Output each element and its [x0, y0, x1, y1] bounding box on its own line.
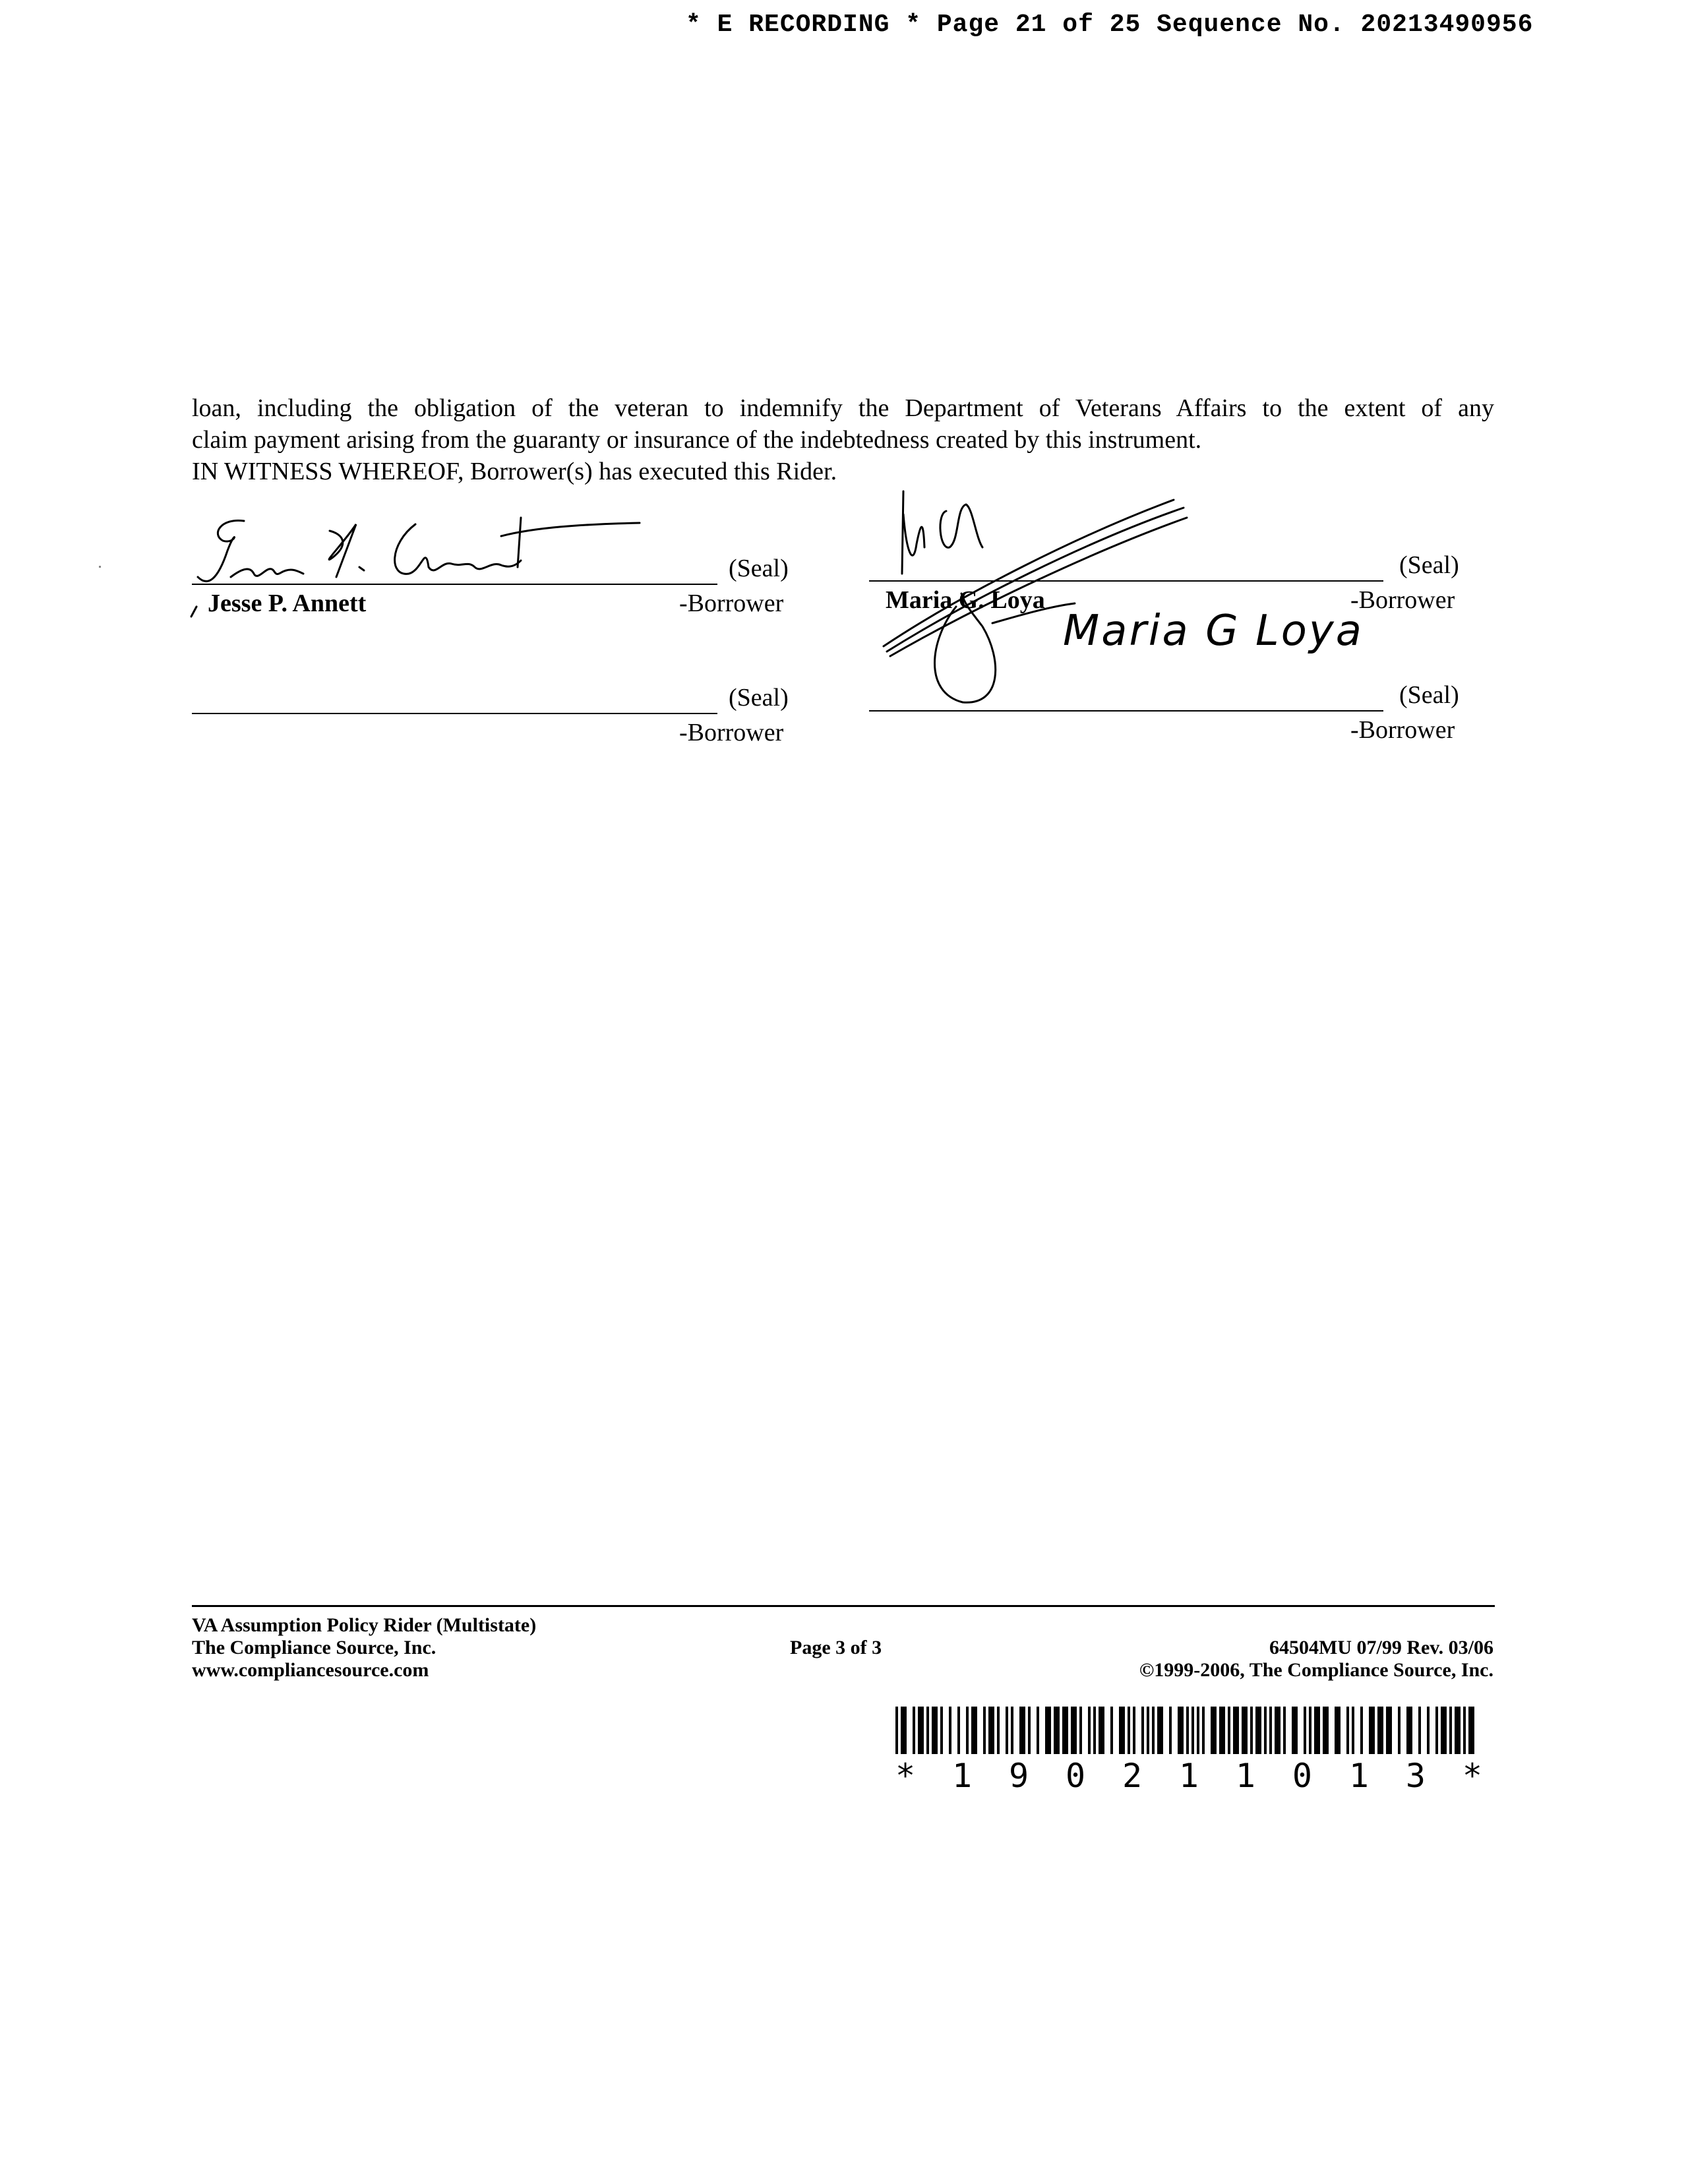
barcode-bar — [1028, 1707, 1031, 1754]
barcode-bar — [1006, 1707, 1008, 1754]
barcode-bar — [1398, 1707, 1401, 1754]
barcode-bar — [1242, 1707, 1248, 1754]
barcode-bar — [1352, 1707, 1354, 1754]
barcode-bar — [1152, 1707, 1155, 1754]
footer-form-number: 64504MU 07/99 Rev. 03/06 — [1269, 1637, 1493, 1658]
barcode-bar — [1169, 1707, 1172, 1754]
barcode-bar — [1427, 1707, 1430, 1754]
barcode-bar — [1202, 1707, 1205, 1754]
barcode-bar — [932, 1707, 938, 1754]
barcode-bar — [1019, 1707, 1025, 1754]
barcode-char: 0 — [1292, 1757, 1312, 1795]
barcode-char: 1 — [1178, 1757, 1199, 1795]
barcode-bar — [1088, 1707, 1091, 1754]
barcode-bar — [1406, 1707, 1412, 1754]
barcode-char: 9 — [1008, 1757, 1029, 1795]
barcode-bar — [1455, 1707, 1461, 1754]
barcode-bar — [1255, 1707, 1261, 1754]
barcode-bar — [1062, 1707, 1068, 1754]
barcode-bar — [1037, 1707, 1039, 1754]
barcode-bar — [1197, 1707, 1199, 1754]
barcode-bar — [983, 1707, 986, 1754]
barcode-char: 0 — [1065, 1757, 1086, 1795]
borrower-3-seal-label: (Seal) — [729, 684, 789, 712]
barcode-bar — [966, 1707, 969, 1754]
barcode-bar — [1449, 1707, 1452, 1754]
borrower-1-name: Jesse P. Annett — [208, 590, 367, 617]
barcode-char: 1 — [1348, 1757, 1369, 1795]
document-barcode — [895, 1707, 1482, 1754]
barcode-bar — [1011, 1707, 1013, 1754]
barcode-bar — [1141, 1707, 1144, 1754]
barcode-char: * — [895, 1757, 916, 1795]
barcode-bar — [1463, 1707, 1466, 1754]
borrower-4-role-label: -Borrower — [1350, 716, 1455, 744]
barcode-bar — [1045, 1707, 1051, 1754]
barcode-char: * — [1462, 1757, 1482, 1795]
barcode-bar — [1292, 1707, 1298, 1754]
barcode-bar — [1099, 1707, 1104, 1754]
barcode-char: 1 — [1235, 1757, 1256, 1795]
barcode-bar — [1377, 1707, 1383, 1754]
barcode-bar — [1360, 1707, 1363, 1754]
barcode-bar — [1309, 1707, 1311, 1754]
body-line-1: loan, including the obligation of the veteran to indemnify the Department of Veterans Affairs to the extent of any — [192, 394, 1494, 422]
barcode-bar — [1269, 1707, 1272, 1754]
borrower-2-handwritten-name: Maria G Loya — [1063, 607, 1364, 655]
rider-body-text — [192, 392, 1494, 487]
barcode-bar — [1228, 1707, 1230, 1754]
barcode-bar — [1110, 1707, 1113, 1754]
barcode-bar — [949, 1707, 951, 1754]
barcode-bar — [1079, 1707, 1082, 1754]
borrower-3-signature-line — [192, 713, 717, 714]
barcode-bar — [1211, 1707, 1217, 1754]
barcode-bar — [1323, 1707, 1329, 1754]
barcode-bar — [1147, 1707, 1149, 1754]
barcode-bar — [957, 1707, 960, 1754]
barcode-char: 2 — [1122, 1757, 1143, 1795]
barcode-bar — [988, 1707, 994, 1754]
barcode-bar — [895, 1707, 898, 1754]
footer-left-block — [192, 1614, 536, 1682]
barcode-bar — [1071, 1707, 1077, 1754]
barcode-bar — [1468, 1707, 1474, 1754]
borrower-1-seal-label: (Seal) — [729, 555, 789, 582]
footer-copyright: ©1999-2006, The Compliance Source, Inc. — [1139, 1659, 1493, 1681]
body-line-2: claim payment arising from the guaranty or insurance of the indebtedness created by this instrument. — [192, 426, 1202, 454]
barcode-bar — [1093, 1707, 1096, 1754]
barcode-bar — [1178, 1707, 1184, 1754]
barcode-bar — [918, 1707, 924, 1754]
footer-page-info: Page 3 of 3 — [790, 1637, 882, 1658]
barcode-bar — [971, 1707, 977, 1754]
barcode-bar — [1275, 1707, 1281, 1754]
barcode-bar — [1283, 1707, 1286, 1754]
barcode-bar — [1386, 1707, 1392, 1754]
barcode-bar — [1186, 1707, 1189, 1754]
barcode-bar — [1219, 1707, 1225, 1754]
footer-right-block — [1055, 1637, 1493, 1682]
barcode-bar — [1435, 1707, 1438, 1754]
barcode-bar — [1157, 1707, 1163, 1754]
maria-loya-signature-image — [884, 488, 1398, 712]
barcode-char: 1 — [951, 1757, 973, 1795]
barcode-bar — [1128, 1707, 1130, 1754]
barcode-bar — [926, 1707, 929, 1754]
scan-speck — [99, 566, 101, 568]
barcode-bar — [1054, 1707, 1060, 1754]
barcode-bar — [913, 1707, 915, 1754]
barcode-bar — [1314, 1707, 1320, 1754]
borrower-4-seal-label: (Seal) — [1399, 681, 1459, 709]
barcode-bar — [997, 1707, 1000, 1754]
barcode-char: 3 — [1405, 1757, 1426, 1795]
borrower-2-name: Maria G. Loya — [886, 586, 1045, 614]
barcode-bar — [1346, 1707, 1349, 1754]
footer-company: The Compliance Source, Inc. — [192, 1637, 437, 1658]
barcode-bar — [1418, 1707, 1421, 1754]
borrower-2-role-label: -Borrower — [1350, 586, 1455, 614]
footer-rule — [192, 1605, 1495, 1607]
barcode-bar — [940, 1707, 943, 1754]
barcode-bar — [1441, 1707, 1447, 1754]
barcode-bar — [901, 1707, 907, 1754]
borrower-1-role-label: -Borrower — [679, 590, 784, 617]
borrower-2-seal-label: (Seal) — [1399, 551, 1459, 579]
barcode-bar — [1191, 1707, 1194, 1754]
borrower-1-signature-line — [192, 584, 717, 585]
recording-header: * E RECORDING * Page 21 of 25 Sequence No. 20213490956 — [686, 11, 1534, 39]
borrower-3-role-label: -Borrower — [679, 719, 784, 746]
footer-website: www.compliancesource.com — [192, 1659, 429, 1681]
barcode-bar — [1369, 1707, 1375, 1754]
barcode-bar — [1335, 1707, 1341, 1754]
barcode-bar — [1119, 1707, 1125, 1754]
barcode-bar — [1264, 1707, 1267, 1754]
body-line-3: IN WITNESS WHEREOF, Borrower(s) has executed this Rider. — [192, 458, 837, 485]
borrower-4-signature-line — [869, 710, 1383, 712]
barcode-text — [895, 1757, 1482, 1795]
barcode-bar — [1133, 1707, 1135, 1754]
barcode-bar — [1233, 1707, 1239, 1754]
barcode-bar — [1304, 1707, 1306, 1754]
barcode-bar — [1250, 1707, 1253, 1754]
footer-form-title: VA Assumption Policy Rider (Multistate) — [192, 1614, 537, 1636]
